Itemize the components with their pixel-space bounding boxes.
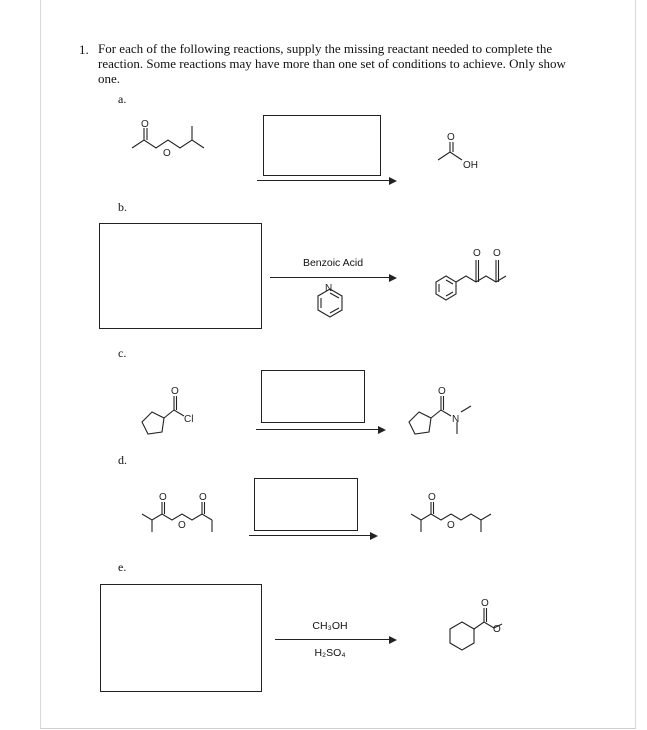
part-b-answer-box[interactable] bbox=[99, 223, 262, 329]
part-c-product-oxygen: O bbox=[438, 386, 446, 397]
part-b-reagent: Benzoic Acid bbox=[302, 257, 364, 269]
part-e-answer-box[interactable] bbox=[100, 584, 262, 692]
part-e-product-oxygen-carbonyl: O bbox=[481, 598, 489, 609]
part-a-reactant-oxygen-carbonyl: O bbox=[141, 119, 149, 130]
question-text: For each of the following reactions, supply the missing reactant needed to complete the reaction. Some reactions may have more than one set of conditions to achieve. Only show one. bbox=[98, 41, 566, 86]
part-e-product-methyl-ester bbox=[446, 592, 546, 656]
part-e-reagent-sulfuric-acid: H₂SO₄ bbox=[314, 647, 346, 659]
part-d-reaction-arrow bbox=[249, 535, 371, 536]
part-a-product-hydroxyl: OH bbox=[463, 160, 478, 171]
part-e-product-oxygen-ester: O bbox=[493, 624, 501, 635]
question-number: 1. bbox=[79, 42, 89, 57]
part-b-product-oxygen-1: O bbox=[473, 248, 481, 259]
part-e-reaction-arrow bbox=[275, 639, 390, 640]
part-c-label: c. bbox=[118, 346, 127, 360]
part-d-reactant-oxygen-2: O bbox=[199, 492, 207, 503]
part-a-reaction-arrow bbox=[257, 180, 390, 181]
part-e-label: e. bbox=[118, 560, 127, 574]
part-c-reactant-acyl-chloride bbox=[138, 384, 218, 440]
part-c-reaction-arrow bbox=[256, 429, 379, 430]
part-c-reactant-chlorine: Cl bbox=[184, 414, 194, 425]
part-b-pyridine-nitrogen: N bbox=[325, 283, 333, 294]
part-c-product-amide bbox=[405, 382, 495, 442]
part-d-reactant-anhydride bbox=[138, 492, 228, 542]
part-a-product-oxygen: O bbox=[447, 132, 455, 143]
part-c-product-nitrogen: N bbox=[452, 414, 460, 425]
part-c-answer-box[interactable] bbox=[261, 370, 365, 423]
part-d-reactant-oxygen-1: O bbox=[159, 492, 167, 503]
part-d-product-oxygen-ester: O bbox=[447, 520, 455, 531]
part-a-product-acid bbox=[434, 130, 494, 174]
part-a-reactant-oxygen-ester: O bbox=[163, 148, 171, 159]
part-d-product-ester bbox=[407, 492, 507, 542]
part-b-reaction-arrow bbox=[270, 277, 390, 278]
part-d-answer-box[interactable] bbox=[254, 478, 358, 531]
part-d-product-oxygen-carbonyl: O bbox=[428, 492, 436, 503]
part-c-reactant-oxygen: O bbox=[171, 386, 179, 397]
part-a-label: a. bbox=[118, 92, 127, 106]
part-e-reagent-methanol: CH₃OH bbox=[312, 620, 348, 632]
part-d-label: d. bbox=[118, 453, 127, 467]
part-b-product-anhydride bbox=[432, 238, 532, 302]
part-a-answer-box[interactable] bbox=[263, 115, 381, 176]
part-d-reactant-oxygen-bridge: O bbox=[178, 520, 186, 531]
part-a-reactant-ester bbox=[128, 118, 228, 178]
part-b-product-oxygen-2: O bbox=[493, 248, 501, 259]
part-b-label: b. bbox=[118, 200, 127, 214]
part-b-pyridine bbox=[308, 283, 352, 329]
